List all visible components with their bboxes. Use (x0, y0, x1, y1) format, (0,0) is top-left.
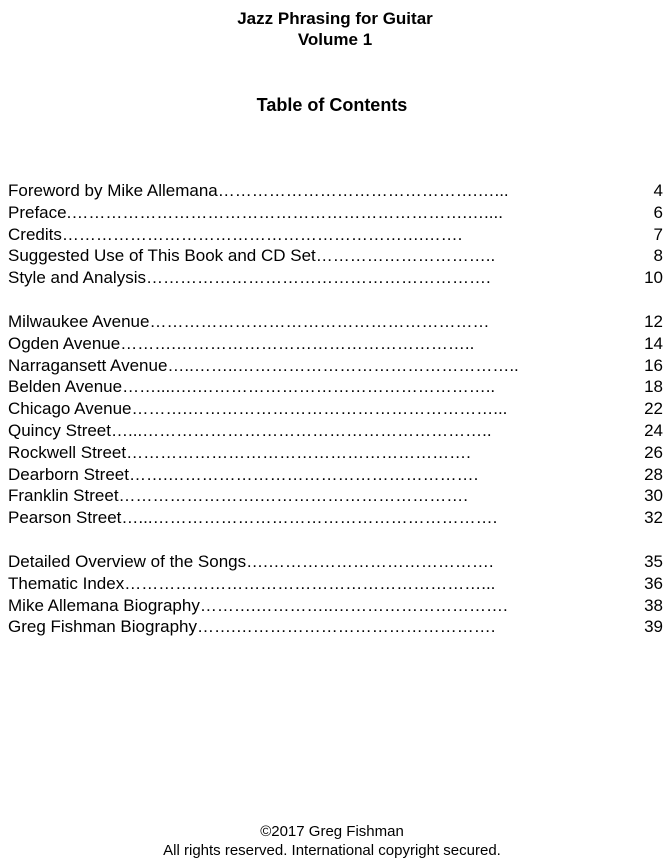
book-title: Jazz Phrasing for Guitar (237, 9, 433, 28)
toc-entry-title: Preface. (8, 202, 72, 222)
toc-entry-title: Franklin Street (8, 486, 119, 506)
toc-entry (8, 245, 663, 267)
toc-dot-leader: ……….…………………………………………….. (120, 333, 475, 353)
toc-dot-leader: ………………………………………………………... (124, 573, 496, 593)
toc-dot-leader: ……….………………………………………………... (131, 399, 508, 419)
toc-entry (8, 180, 663, 202)
table-of-contents (8, 180, 663, 638)
toc-section (8, 311, 663, 529)
toc-entry (8, 485, 663, 507)
toc-entry (8, 507, 663, 529)
toc-entry-title: Greg Fishman Biography (8, 617, 197, 637)
toc-page-number: 6 (653, 202, 663, 222)
toc-entry (8, 355, 663, 377)
toc-page-number: 16 (644, 355, 663, 375)
toc-entry-title: Style and Analysis (8, 268, 146, 288)
toc-page-number: 38 (644, 595, 663, 615)
toc-page-number: 14 (644, 333, 663, 353)
toc-entry (8, 333, 663, 355)
toc-section (8, 180, 663, 289)
toc-entry-title: Credits (8, 224, 62, 244)
toc-section (8, 551, 663, 638)
toc-page-number: 35 (644, 551, 663, 571)
toc-entry-title: Quincy Street (8, 420, 111, 440)
toc-page-number: 26 (644, 442, 663, 462)
toc-entry-title: Belden Avenue (8, 377, 123, 397)
toc-entry (8, 224, 663, 246)
toc-dot-leader: ……………………………………………………. (126, 442, 471, 462)
toc-entry (8, 551, 663, 573)
toc-entry (8, 573, 663, 595)
toc-page-number: 39 (644, 617, 663, 637)
toc-dot-leader: …….………………………………………………. (128, 464, 479, 484)
toc-entry (8, 464, 663, 486)
toc-page-number: 10 (644, 268, 663, 288)
toc-entry-title: Narragansett Avenue (8, 355, 168, 375)
copyright-footer (0, 822, 664, 860)
book-header (0, 8, 670, 50)
toc-page-number: 4 (653, 181, 663, 200)
toc-entry-title: Detailed Overview of the Songs (8, 551, 247, 571)
toc-entry-title: Foreword by Mike Allemana (8, 181, 218, 200)
toc-dot-leader: ………………………….. (315, 246, 496, 266)
toc-dot-leader: …...……………………………………………………. (121, 508, 498, 528)
toc-entry-title: Mike Allemana Biography (8, 595, 200, 615)
toc-entry-title: Suggested Use of This Book and CD Set (8, 246, 316, 266)
toc-dot-leader: …………………………………………………………….….... (71, 202, 503, 222)
toc-entry (8, 442, 663, 464)
toc-dot-leader: …..……..………………………………………….. (167, 355, 519, 375)
toc-entry-title: Dearborn Street (8, 464, 129, 484)
toc-entry (8, 398, 663, 420)
toc-heading: Table of Contents (256, 95, 408, 115)
rights-line: All rights reserved. International copyright secured. (163, 842, 501, 859)
toc-page-number: 8 (653, 246, 663, 266)
toc-dot-leader: ……………………………………………………. (145, 268, 491, 288)
toc-page-number: 12 (644, 311, 663, 331)
toc-entry-title: Ogden Avenue (8, 333, 121, 353)
toc-page-number: 18 (644, 377, 663, 397)
toc-page-number: 30 (644, 486, 663, 506)
toc-entry-title: Chicago Avenue (8, 399, 132, 419)
toc-entry (8, 376, 663, 398)
toc-dot-leader: ……………………………………………………….……. (61, 224, 463, 244)
toc-entry (8, 202, 663, 224)
toc-entry (8, 595, 663, 617)
toc-entry (8, 311, 663, 333)
toc-entry (8, 420, 663, 442)
toc-entry (8, 267, 663, 289)
toc-entry-title: Pearson Street (8, 508, 122, 528)
toc-dot-leader: ….…………………………………. (246, 551, 494, 571)
toc-page-number: 24 (644, 420, 663, 440)
toc-page-number: 28 (644, 464, 663, 484)
toc-dot-leader: ……….…………..…………………………. (199, 595, 508, 615)
toc-entry-title: Rockwell Street (8, 442, 127, 462)
volume-label: Volume 1 (297, 30, 373, 49)
toc-page-number: 36 (644, 573, 663, 593)
toc-entry (8, 616, 663, 638)
toc-dot-leader: ……....….…………………………………………….. (122, 377, 496, 397)
toc-dot-leader: …………………….………………………………. (118, 486, 468, 506)
toc-page-number: 32 (644, 508, 663, 528)
toc-dot-leader: …...…………………………………………………….. (111, 420, 492, 440)
toc-page-number: 22 (644, 399, 663, 419)
toc-dot-leader: …………………………………………………… (149, 311, 490, 331)
toc-page-number: 7 (653, 224, 663, 244)
copyright-line: ©2017 Greg Fishman (260, 823, 404, 840)
toc-entry-title: Milwaukee Avenue (8, 311, 150, 331)
toc-dot-leader: …….………………………………………. (196, 617, 496, 637)
toc-dot-leader: ……………………………………….…... (217, 181, 509, 200)
toc-entry-title: Thematic Index (8, 573, 125, 593)
